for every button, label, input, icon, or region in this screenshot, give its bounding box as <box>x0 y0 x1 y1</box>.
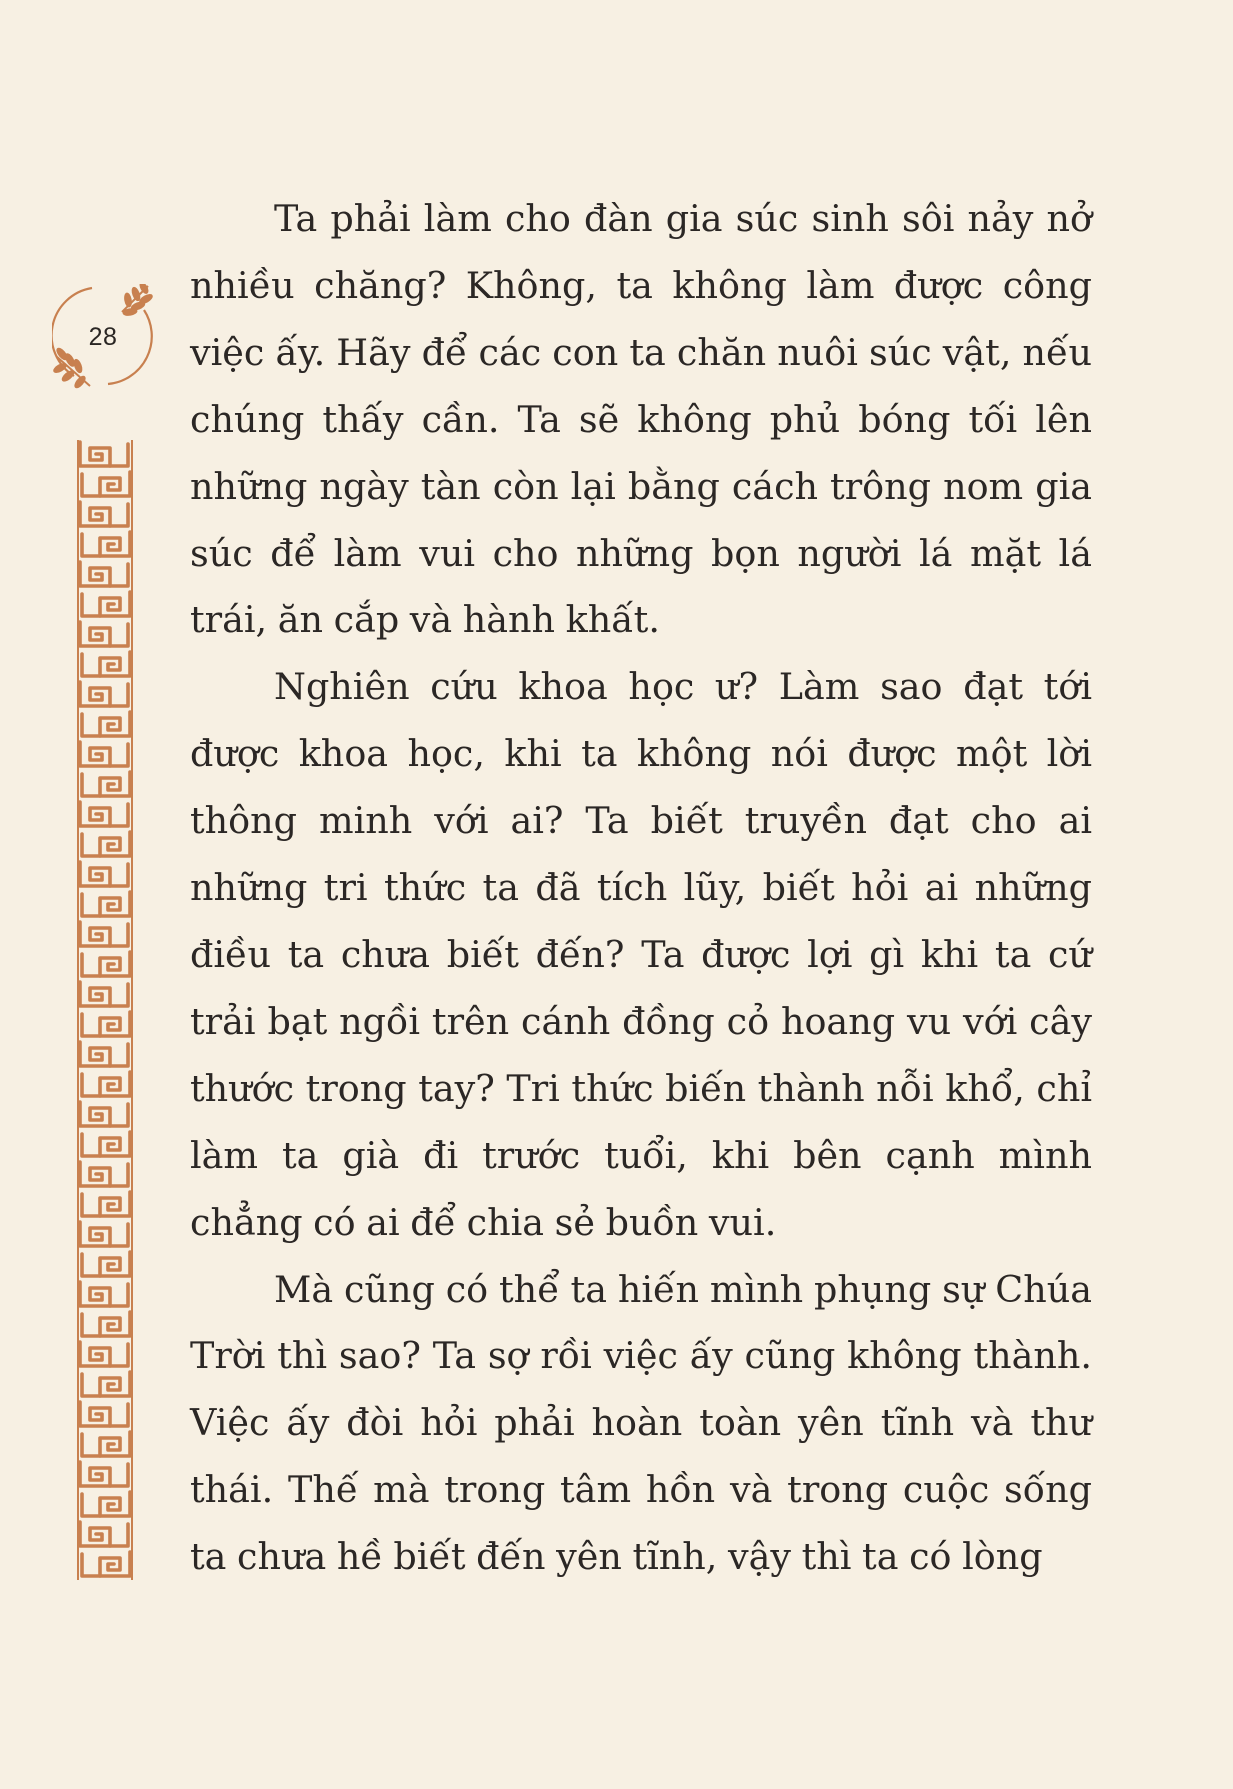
meander-unit <box>80 1282 128 1306</box>
meander-unit <box>82 1012 130 1036</box>
meander-unit <box>80 442 128 466</box>
paragraph-3: Mà cũng có thể ta hiến mình phụng sự Chúa Trời thì sao? Ta sợ rồi việc ấy cũng không thành. Việc ấy đòi hỏi phải hoàn toàn yên tĩnh và thư thái. Thế mà trong tâm hồn và trong cuộc sống ta chưa hề biết đến yên tĩnh, vậy thì ta có lòng <box>190 1267 1092 1579</box>
meander-unit <box>80 682 128 706</box>
meander-unit <box>82 712 130 736</box>
meander-unit <box>80 742 128 766</box>
meander-unit <box>82 1372 130 1396</box>
meander-unit <box>80 1522 128 1546</box>
meander-unit <box>80 1342 128 1366</box>
meander-unit <box>82 1432 130 1456</box>
meander-unit <box>82 1252 130 1276</box>
paragraph-2: Nghiên cứu khoa học ư? Làm sao đạt tới được khoa học, khi ta không nói được một lời thông minh với ai? Ta biết truyền đạt cho ai những tri thức ta đã tích lũy, biết hỏi ai những điều ta chưa biết đến? Ta được lợi gì khi ta cứ trải bạt ngồi trên cánh đồng cỏ hoang vu với cây thước trong tay? Tri thức biến thành nỗi khổ, chỉ làm ta già đi trước tuổi, khi bên cạnh mình chẳng có ai để chia sẻ buồn vui. <box>190 665 1092 1244</box>
meander-unit <box>82 652 130 676</box>
meander-border-icon <box>76 440 134 1580</box>
meander-unit <box>82 1132 130 1156</box>
meander-unit <box>82 772 130 796</box>
meander-unit <box>80 562 128 586</box>
meander-spiral-border <box>76 440 134 1580</box>
meander-unit <box>80 622 128 646</box>
meander-unit <box>82 832 130 856</box>
meander-unit <box>82 472 130 496</box>
meander-unit <box>82 892 130 916</box>
meander-unit <box>80 1462 128 1486</box>
meander-unit <box>80 502 128 526</box>
meander-unit <box>80 862 128 886</box>
meander-unit <box>82 532 130 556</box>
meander-unit <box>80 1402 128 1426</box>
meander-unit <box>80 922 128 946</box>
page-number-ornament <box>52 284 158 390</box>
meander-unit <box>80 1102 128 1126</box>
meander-unit <box>82 1552 130 1576</box>
meander-unit <box>80 802 128 826</box>
meander-unit <box>80 982 128 1006</box>
meander-unit <box>80 1042 128 1066</box>
body-text <box>190 186 1092 1591</box>
meander-unit <box>82 1492 130 1516</box>
meander-unit <box>82 1072 130 1096</box>
meander-unit <box>82 1192 130 1216</box>
paragraph-1: Ta phải làm cho đàn gia súc sinh sôi nảy nở nhiều chăng? Không, ta không làm được công việc ấy. Hãy để các con ta chăn nuôi súc vật, nếu chúng thấy cần. Ta sẽ không phủ bóng tối lên những ngày tàn còn lại bằng cách trông nom gia súc để làm vui cho những bọn người lá mặt lá trái, ăn cắp và hành khất. <box>190 197 1092 642</box>
meander-unit <box>80 1162 128 1186</box>
page-number: 28 <box>88 323 118 351</box>
meander-unit <box>80 1222 128 1246</box>
meander-unit <box>82 592 130 616</box>
meander-unit <box>82 1312 130 1336</box>
meander-unit <box>82 952 130 976</box>
